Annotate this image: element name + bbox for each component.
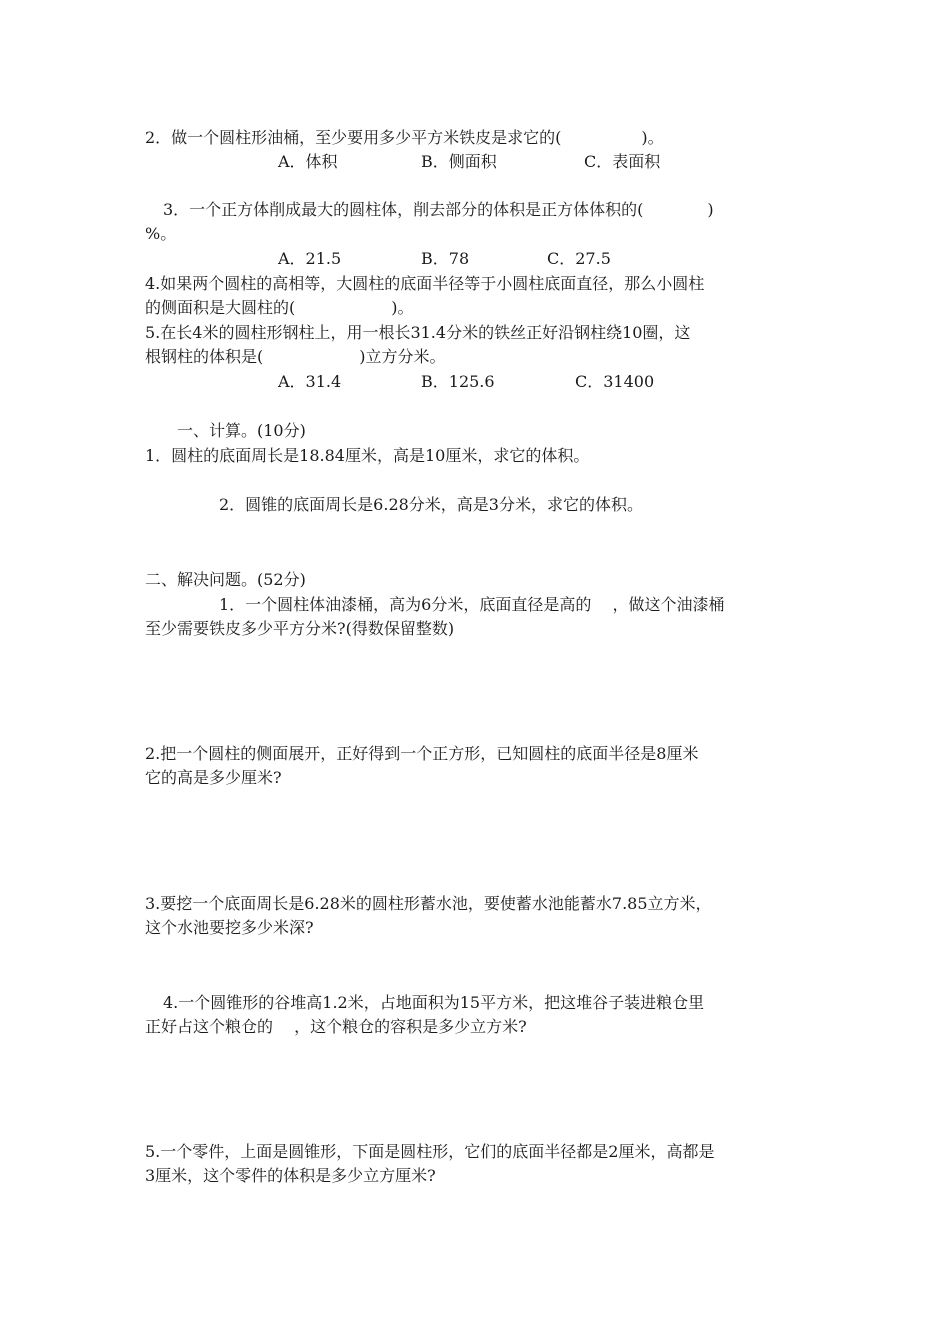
solve-q3-text: 3.要挖一个底面周长是6.28米的圆柱形蓄水池，要使蓄水池能蓄水7.85立方米， xyxy=(145,894,712,913)
solve-q1-text: 1．一个圆柱体油漆桶，高为6分米，底面直径是高的 ，做这个油漆桶 xyxy=(219,595,725,614)
calc-q1-text: 1．圆柱的底面周长是18.84厘米，高是10厘米，求它的体积。 xyxy=(145,446,590,465)
choice-q3-option-b: B．78 xyxy=(421,249,470,268)
choice-q5-option-c: C．31400 xyxy=(575,372,655,391)
choice-q5-text-cont: 根钢柱的体积是( )立方分米。 xyxy=(145,347,446,366)
solve-q3-text-cont: 这个水池要挖多少米深? xyxy=(145,918,314,937)
choice-q2-text: 2．做一个圆柱形油桶，至少要用多少平方米铁皮是求它的( )。 xyxy=(145,128,664,147)
choice-q5-option-b: B．125.6 xyxy=(421,372,495,391)
solve-q4-text: 4.一个圆锥形的谷堆高1.2米，占地面积为15平方米，把这堆谷子装进粮仓里 xyxy=(163,993,705,1012)
choice-q5-text: 5.在长4米的圆柱形钢柱上，用一根长31.4分米的铁丝正好沿钢柱绕10圈，这 xyxy=(145,323,691,342)
choice-q3-text-cont: %。 xyxy=(145,224,177,243)
solve-q5-text: 5.一个零件，上面是圆锥形，下面是圆柱形，它们的底面半径都是2厘米，高都是 xyxy=(145,1142,715,1161)
choice-q2-option-a: A．体积 xyxy=(278,152,338,171)
choice-q5-option-a: A．31.4 xyxy=(278,372,342,391)
choice-q4-text: 4.如果两个圆柱的高相等，大圆柱的底面半径等于小圆柱底面直径，那么小圆柱 xyxy=(145,274,705,293)
choice-q3-option-a: A．21.5 xyxy=(278,249,342,268)
calc-q2-text: 2．圆锥的底面周长是6.28分米，高是3分米，求它的体积。 xyxy=(219,495,643,514)
solve-q1-text-cont: 至少需要铁皮多少平方分米?(得数保留整数) xyxy=(145,619,455,638)
solve-q5-text-cont: 3厘米，这个零件的体积是多少立方厘米? xyxy=(145,1166,436,1185)
choice-q2-option-b: B．侧面积 xyxy=(421,152,497,171)
solve-q2-text-cont: 它的高是多少厘米? xyxy=(145,768,282,787)
solve-q2-text: 2.把一个圆柱的侧面展开，正好得到一个正方形，已知圆柱的底面半径是8厘米 xyxy=(145,744,699,763)
solve-heading: 二、解决问题。(52分) xyxy=(145,570,306,589)
solve-q4-text-cont: 正好占这个粮仓的 ，这个粮仓的容积是多少立方米? xyxy=(145,1017,527,1036)
calc-heading: 一、计算。(10分) xyxy=(177,421,306,440)
choice-q3-option-c: C．27.5 xyxy=(547,249,611,268)
choice-q3-text: 3．一个正方体削成最大的圆柱体，削去部分的体积是正方体体积的( ) xyxy=(163,200,714,219)
choice-q2-option-c: C．表面积 xyxy=(584,152,661,171)
choice-q4-text-cont: 的侧面积是大圆柱的( )。 xyxy=(145,298,414,317)
